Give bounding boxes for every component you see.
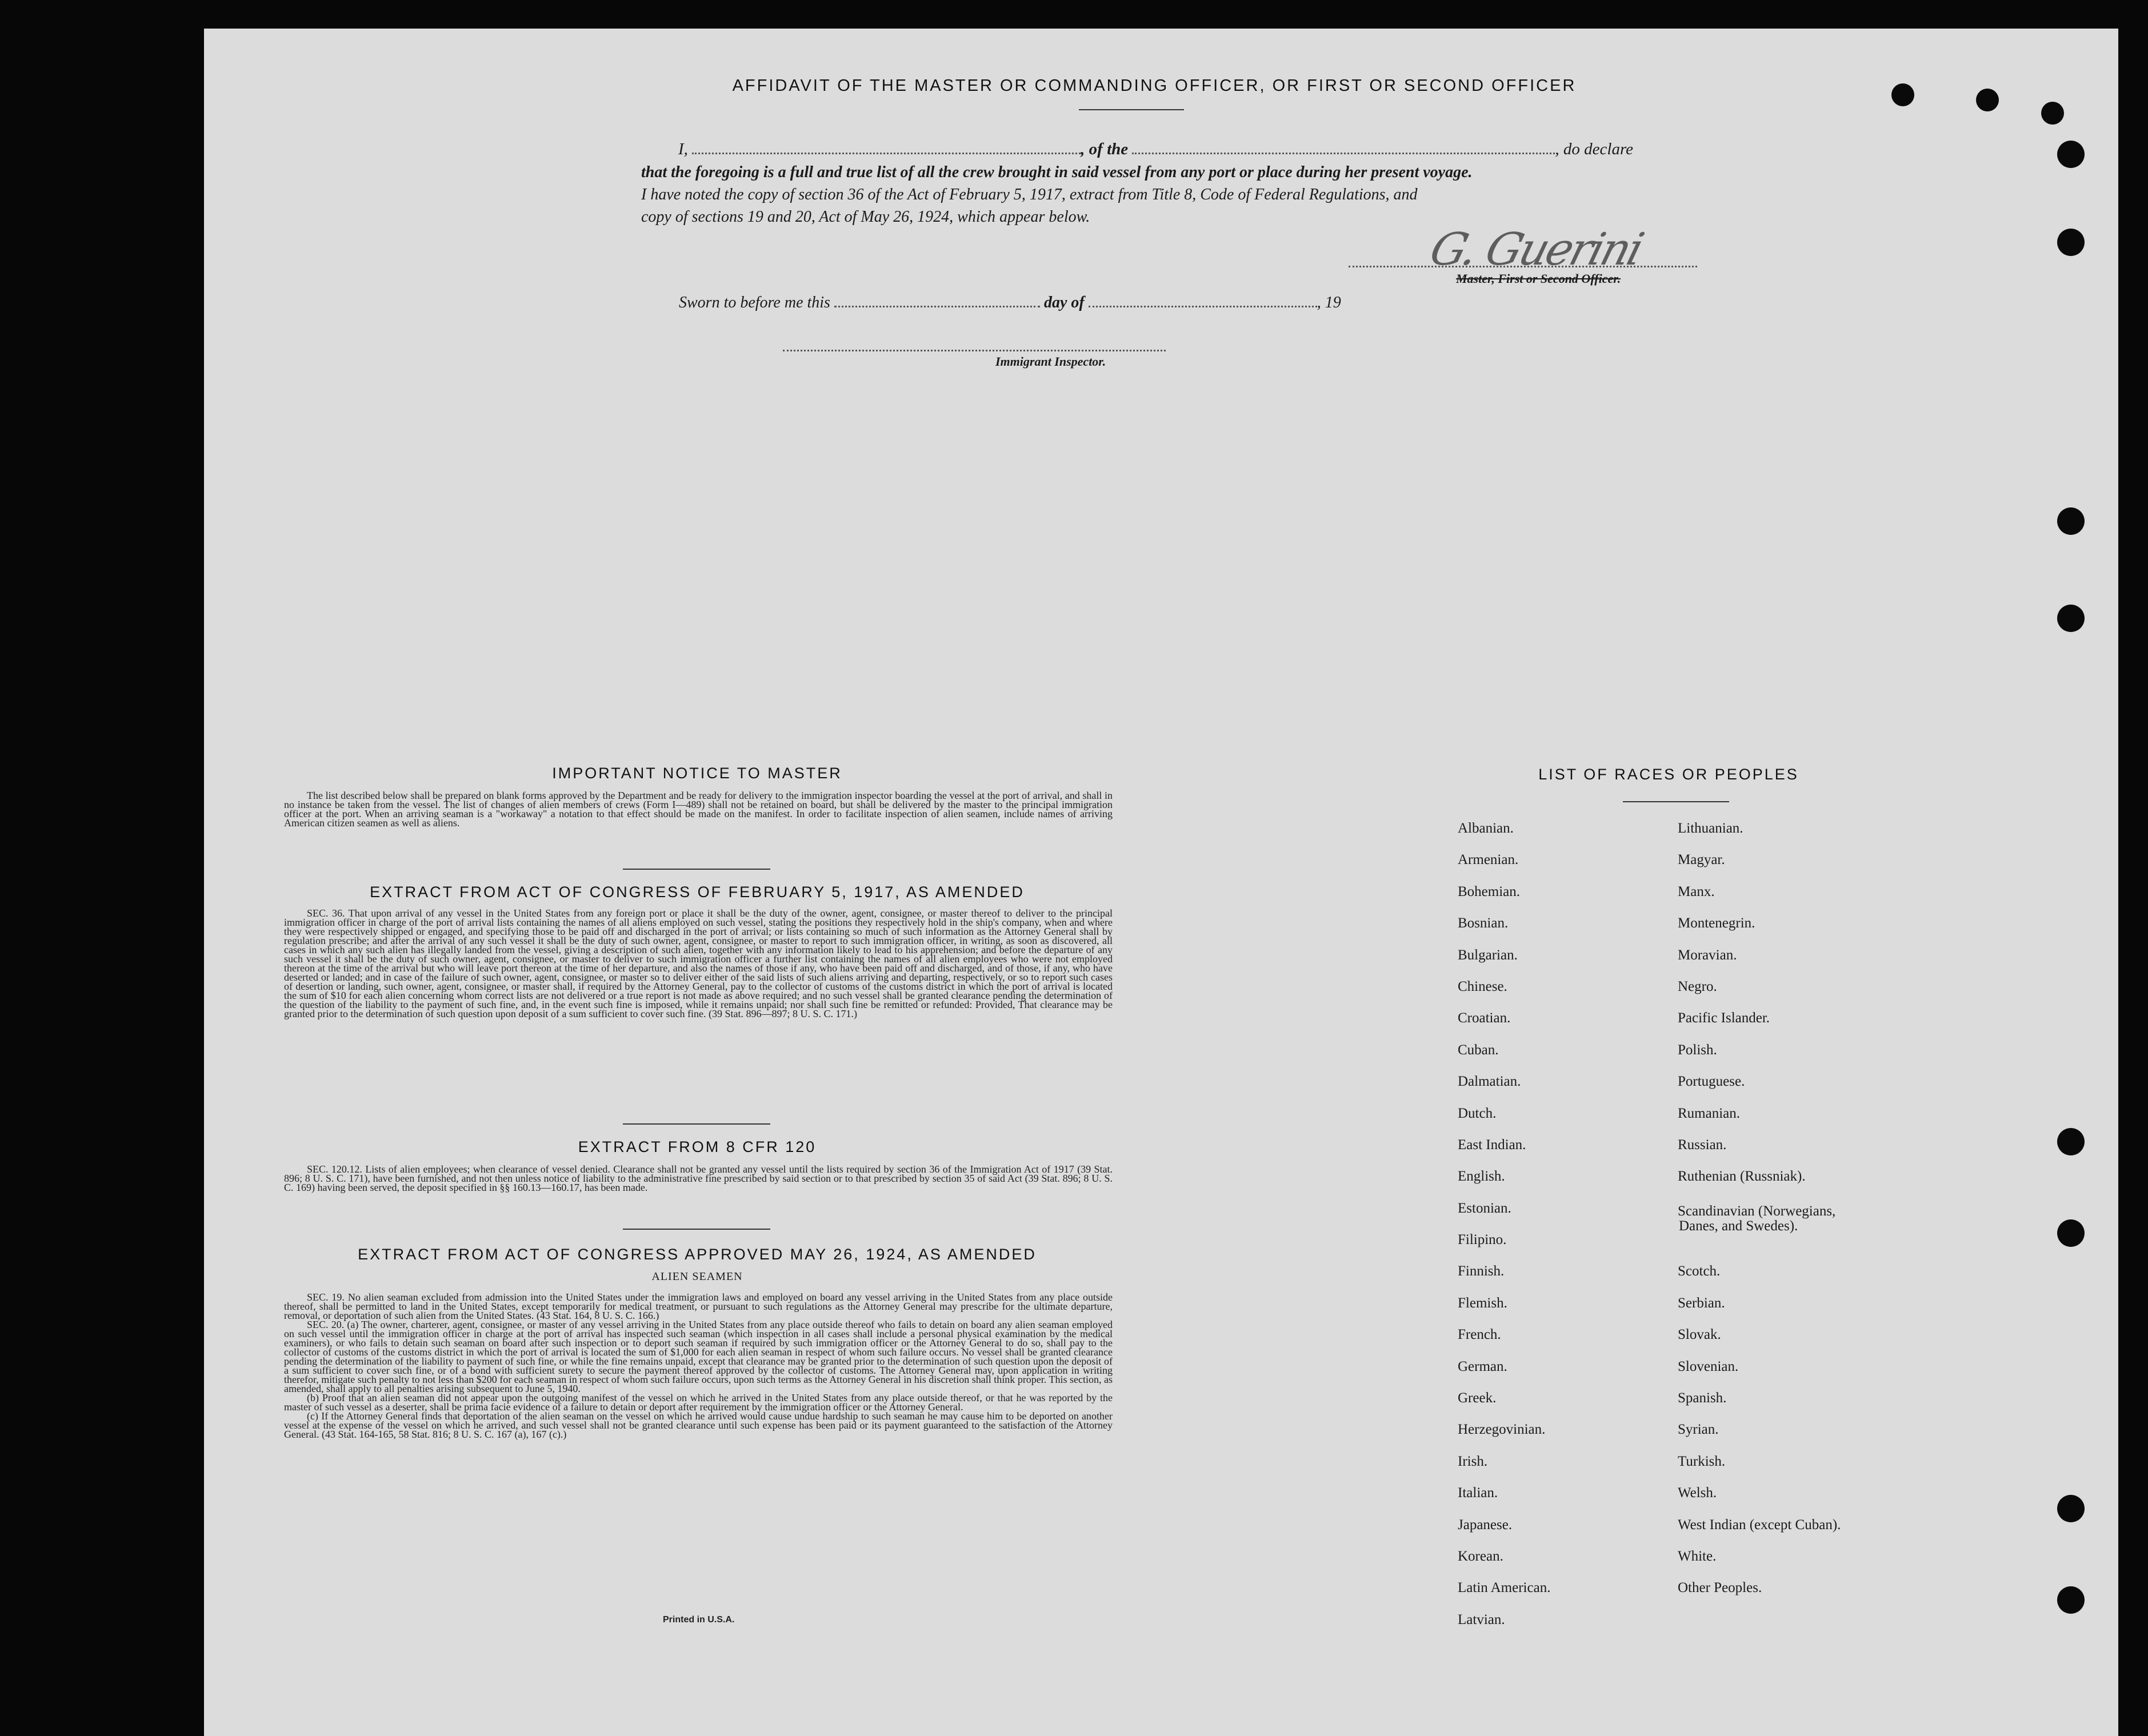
master-officer-label: Master, First or Second Officer. [1456,271,1621,286]
do-declare-label: , do declare [1555,140,1634,158]
sec-36-paragraph: SEC. 36. That upon arrival of any vessel in the United States from any foreign port or place it shall be the duty of the owner, agent, consignee, or master thereof to deliver to the principal immigration officer in charge of the port of arrival lists containing the names of all aliens employed on such vessel, stating the positions they respectively hold in the ship's company, when and where they were respectively shipped or engaged, and specifying those to be paid off and discharged in the port of arrival; or lists containing so much of such information as the Attorney General shall by regulation prescribe; and after the arrival of any such vessel it shall be the duty of such owner, agent, consignee, or master to report to such immigration officer, in writing, as soon as discovered, all cases in which any such alien has illegally landed from the vessel, giving a description of such alien, together with any information likely to lead to his apprehension; and before the departure of any such vessel it shall be the duty of such owner, agent, consignee, or master to deliver to such immigration officer a further list containing the names of all alien employees who were not employed thereon at the time of the arrival but who will leave port thereon at the time of her departure, and also the names of those if any, who have been paid off and discharged, and of those, if any, who have deserted or landed; and in case of the failure of such owner, agent, consignee, or master so to deliver either of the said lists of such aliens arriving and departing, respectively, or so to report such cases of desertion or landing, such owner, agent, consignee, or master shall, if required by the Attorney General, pay to the collector of customs of the customs district in which the port of arrival is located the sum of $10 for each alien concerning whom correct lists are not delivered or a true report is not made as above required; and no such vessel shall be granted clearance pending the determination of the question of the liability to the payment of such fine, and, in the event such fine is imposed, while it remains unpaid; nor shall such fine be remitted or refunded: Provided, That clearance may be granted prior to the determination of such question upon deposit of a sum sufficient to cover such fine. (39 Stat. 896—897; 8 U. S. C. 171.) [284,907,1113,1019]
affidavit-line-3: I have noted the copy of section 36 of the Act of February 5, 1917, extract from Title 8, Code of Federal Regulations, and [641,186,1418,203]
race-item: Syrian. [1678,1422,1719,1438]
sec-19-paragraph: SEC. 19. No alien seaman excluded from admission into the United States under the immigration laws and employed on board any vessel arriving in the United States from any place outside thereof, shall be permitted to land in the United States, except temporarily for medical treatment, or pursuant to such regulations as the Attorney General may prescribe for the ultimate departure, removal, or deportation of such alien from the United States. (43 Stat. 164, 8 U. S. C. 166.) [284,1291,1113,1321]
race-item: Ruthenian (Russniak). [1678,1169,1806,1185]
officer-signature: G. Guerini [1424,224,1647,275]
sworn-day-field[interactable] [834,293,1040,307]
race-item: French. [1458,1327,1501,1343]
binder-hole [2057,1586,2085,1614]
notice-paragraph: The list described below shall be prepared on blank forms approved by the Department and be ready for delivery to the immigration inspector boarding the vessel at the port of arrival, and shall in no instance be taken from the vessel. The list of changes of alien members of crews (Form I—489) shall not be retained on board, but shall be delivered by the master to the principal immigration officer at the port. When an arriving seaman is a "workaway" a notation to that effect should be made on the manifest. In order to facilitate inspection of alien seamen, include names of arriving American citizen seamen as well as aliens. [284,790,1113,829]
binder-hole [2057,1128,2085,1155]
race-item: Armenian. [1458,852,1519,868]
binder-hole [2057,1495,2085,1522]
race-item: Estonian. [1458,1200,1511,1216]
extract-cfr-title: EXTRACT FROM 8 CFR 120 [578,1138,817,1155]
sworn-month-field[interactable] [1089,293,1317,307]
race-item: Montenegrin. [1678,915,1755,931]
race-item: Japanese. [1458,1517,1513,1533]
races-title: LIST OF RACES OR PEOPLES [1538,766,1799,783]
race-item: Serbian. [1678,1295,1725,1311]
scandinavian-line-2: Danes, and Swedes). [1679,1218,1798,1234]
race-item: East Indian. [1458,1137,1526,1153]
race-item: Russian. [1678,1137,1727,1153]
extract-1924-title: EXTRACT FROM ACT OF CONGRESS APPROVED MAY 26, 1924, AS AMENDED [358,1246,1037,1263]
race-item-scandinavian [1678,1193,1841,1256]
race-item: Italian. [1458,1485,1498,1501]
binder-hole [2057,229,2085,256]
inspector-label: Immigrant Inspector. [995,354,1106,369]
race-item: Rumanian. [1678,1105,1741,1121]
races-column-1 [1458,813,1550,1635]
race-item: Latvian. [1458,1611,1505,1627]
race-item: Bosnian. [1458,915,1509,931]
race-item: Albanian. [1458,821,1514,836]
sec-120-12-paragraph: SEC. 120.12. Lists of alien employees; when clearance of vessel denied. Clearance shall not be granted any vessel until the lists required by section 36 of the Immigration Act of 1917 (39 Stat. 896; 8 U. S. C. 171), have been furnished, and not then unless notice of liability to the administrative fine prescribed by said section or to that prescribed by section 35 of said Act (39 Stat. 896; 8 U. S. C. 169) having been served, the deposit specified in §§ 160.13—160.17, has been made. [284,1163,1113,1193]
notice-rule [623,869,770,870]
binder-hole [2057,605,2085,632]
affidavit-title: AFFIDAVIT OF THE MASTER OR COMMANDING OFFICER, OR FIRST OR SECOND OFFICER [732,77,1577,95]
race-item: Greek. [1458,1390,1497,1406]
extract-1917-body [284,909,1113,1018]
race-item: Korean. [1458,1548,1503,1564]
race-item: West Indian (except Cuban). [1678,1517,1841,1533]
race-item: Croatian. [1458,1010,1511,1026]
extract-cfr-rule [623,1229,770,1230]
race-item: Manx. [1678,883,1715,899]
race-item: Bulgarian. [1458,947,1518,963]
race-item: Dutch. [1458,1105,1497,1121]
signature-line[interactable] [1349,266,1697,267]
race-item: Magyar. [1678,852,1725,868]
race-item: Polish. [1678,1042,1717,1058]
races-title-rule [1623,801,1729,802]
binder-hole [2057,507,2085,535]
binder-hole [2057,141,2085,168]
race-item: Portuguese. [1678,1074,1745,1090]
inspector-signature-line[interactable] [783,350,1166,351]
race-item: Lithuanian. [1678,821,1743,836]
race-item: Negro. [1678,978,1717,994]
sec-20a-paragraph: SEC. 20. (a) The owner, charterer, agent, consignee, or master of any vessel arriving in the United States from any place outside thereof who fails to detain on board any alien seaman employed on such vessel until the immigration officer in charge at the port of arrival has inspected such seaman (which inspection in all cases shall include a personal physical examination by the medical examiners), or who fails to detain such seaman on board after such inspection or to deport such seaman if required by such immigration officer or the Attorney General to do so, shall pay to the collector of customs of the customs district in which the port of arrival is located the sum of $1,000 for each alien seaman in respect of whom such failure occurs. No vessel shall be granted clearance pending the determination of the liability to payment of such fine, or while the fine remains unpaid, except that clearance may be granted prior to the determination of such question upon the deposit of a sum sufficient to cover such fine, or of a bond with sufficient surety to secure the payment thereof approved by the collector of customs. The Attorney General may, upon application in writing therefor, mitigate such penalty to not less than $200 for each seaman in respect of whom such failure occurs, upon such terms as the Attorney General in his discretion shall think proper. This section, as amended, shall apply to all penalties arising subsequent to June 5, 1940. [284,1319,1113,1394]
race-item: Moravian. [1678,947,1737,963]
race-item: Finnish. [1458,1263,1505,1279]
race-item: Pacific Islander. [1678,1010,1770,1026]
race-item: Other Peoples. [1678,1580,1762,1596]
race-item: Slovak. [1678,1327,1721,1343]
race-item: Dalmatian. [1458,1074,1521,1090]
printed-in-usa: Printed in U.S.A. [663,1615,735,1625]
sec-20b-paragraph: (b) Proof that an alien seaman did not appear upon the outgoing manifest of the vessel on which he arrived in the United States from any place outside thereof, or that he was reported by the master of such vessel as a deserter, shall be prima facie evidence of a failure to detain or deport after requirement by the immigration officer or the Attorney General. [284,1392,1113,1413]
affidavit-declaration-line [678,140,1695,159]
race-item: Filipino. [1458,1232,1507,1248]
binder-hole [1976,89,1999,111]
declarant-name-field[interactable] [692,140,1081,154]
affidavit-title-rule [1079,109,1184,110]
notice-body [284,791,1113,827]
of-the-label: , of the [1081,140,1129,158]
binder-hole [1891,83,1914,106]
declarant-label: I, [678,140,688,158]
notice-title: IMPORTANT NOTICE TO MASTER [552,765,842,782]
race-item: Irish. [1458,1453,1488,1469]
extract-1924-body [284,1293,1113,1439]
race-item: English. [1458,1169,1505,1185]
scandinavian-line-1: Scandinavian (Norwegians, [1678,1203,1836,1219]
sec-20c-paragraph: (c) If the Attorney General finds that deportation of the alien seaman on the vessel on which he arrived would cause undue hardship to such seaman he may cause him to be deported on another vessel at the expense of the vessel on which he arrived, and such vessel shall not be granted clearance until such expense has been paid or its payment guaranteed to the satisfaction of the Attorney General. (43 Stat. 164-165, 58 Stat. 816; 8 U. S. C. 167 (a), 167 (c).) [284,1410,1113,1440]
race-item: White. [1678,1549,1717,1564]
race-item: Turkish. [1678,1453,1726,1469]
race-item: Herzegovinian. [1458,1422,1546,1438]
binder-hole [2041,102,2064,125]
extract-cfr-body [284,1165,1113,1192]
year-prefix-label: , 19 [1317,294,1341,311]
vessel-name-field[interactable] [1132,140,1555,154]
extract-1917-title: EXTRACT FROM ACT OF CONGRESS OF FEBRUARY 5, 1917, AS AMENDED [370,883,1025,901]
race-item: Cuban. [1458,1042,1499,1058]
binder-hole [2057,1219,2085,1247]
day-of-label: day of [1043,294,1085,311]
affidavit-line-2: that the foregoing is a full and true list of all the crew brought in said vessel from any port or place during her present voyage. [641,163,1473,181]
race-item: Slovenian. [1678,1358,1739,1374]
affidavit-line-4: copy of sections 19 and 20, Act of May 26, 1924, which appear below. [641,208,1090,226]
races-column-2 [1678,813,1841,1604]
sworn-line [679,293,1341,312]
race-item: Spanish. [1678,1390,1727,1406]
race-item: Welsh. [1678,1485,1717,1501]
race-item: German. [1458,1358,1507,1374]
alien-seamen-subtitle: ALIEN SEAMEN [651,1270,743,1283]
sworn-label: Sworn to before me this [679,294,830,311]
race-item: Bohemian. [1458,883,1521,899]
race-item: Flemish. [1458,1295,1507,1311]
race-item: Scotch. [1678,1263,1721,1279]
extract-1917-rule [623,1123,770,1125]
race-item: Chinese. [1458,978,1507,994]
race-item: Latin American. [1458,1580,1551,1596]
